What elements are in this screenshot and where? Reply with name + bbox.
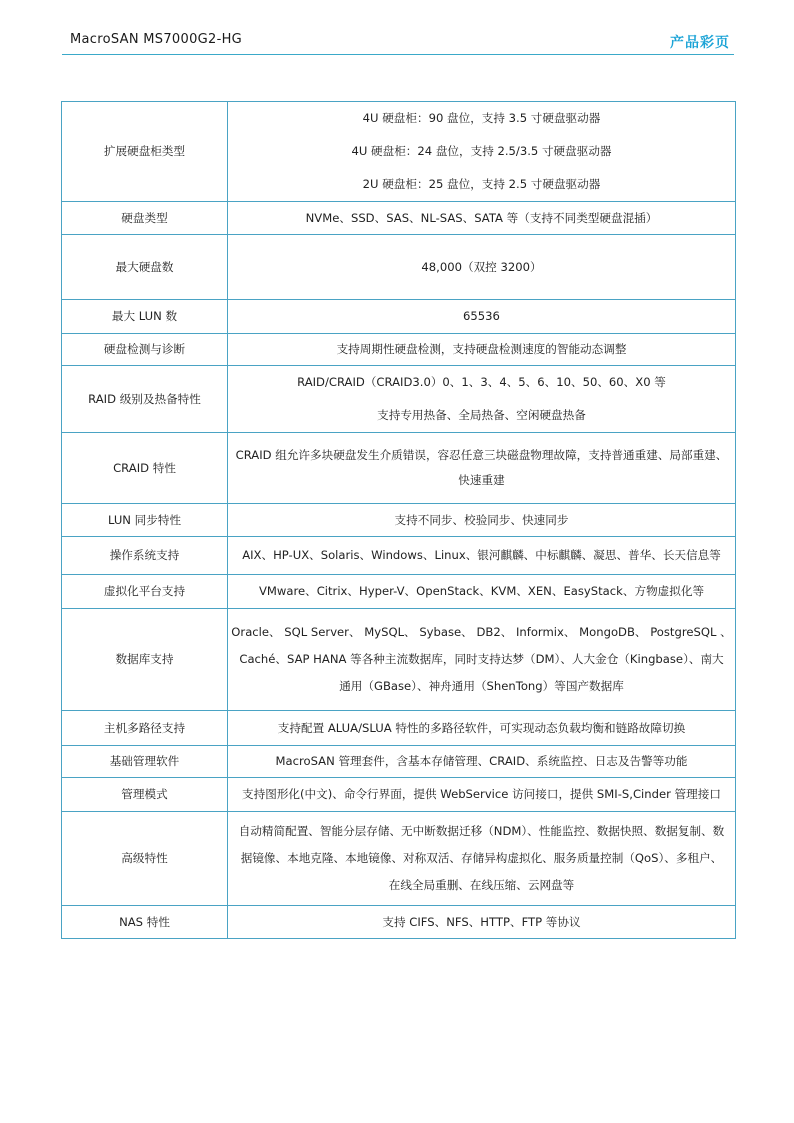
- value-line: 支持 CIFS、NFS、HTTP、FTP 等协议: [382, 914, 581, 929]
- value-line: NVMe、SSD、SAS、NL-SAS、SATA 等（支持不同类型硬盘混插）: [305, 210, 658, 225]
- row-key: 数据库支持: [62, 609, 228, 711]
- row-value: [228, 778, 736, 812]
- header-divider: [62, 54, 734, 55]
- table-row: [62, 906, 736, 939]
- table-row: [62, 334, 736, 366]
- table-row: [62, 746, 736, 778]
- row-key: CRAID 特性: [62, 433, 228, 504]
- row-key: 主机多路径支持: [62, 711, 228, 746]
- table-row: [62, 575, 736, 609]
- value-line: 48,000（双控 3200）: [421, 259, 542, 274]
- row-value: [228, 711, 736, 746]
- table-row: [62, 778, 736, 812]
- value-line: 支持配置 ALUA/SLUA 特性的多路径软件，可实现动态负载均衡和链路故障切换: [277, 720, 686, 735]
- row-value: [228, 609, 736, 711]
- row-value: [228, 334, 736, 366]
- row-value: [228, 102, 736, 202]
- value-line: AIX、HP-UX、Solaris、Windows、Linux、银河麒麟、中标麒麟、凝思、普华、长天信息等: [242, 548, 721, 562]
- value-line: RAID/CRAID（CRAID3.0）0、1、3、4、5、6、10、50、60、X0 等: [297, 375, 666, 389]
- row-value: [228, 300, 736, 334]
- value-line: 快速重建: [458, 473, 505, 487]
- value-line: 2U 硬盘柜：25 盘位，支持 2.5 寸硬盘驱动器: [362, 177, 601, 191]
- row-value: [228, 202, 736, 235]
- row-key: 硬盘检测与诊断: [62, 334, 228, 366]
- table-row: [62, 366, 736, 433]
- row-key: 扩展硬盘柜类型: [62, 102, 228, 202]
- value-line: 支持周期性硬盘检测，支持硬盘检测速度的智能动态调整: [336, 342, 627, 356]
- table-row: [62, 433, 736, 504]
- value-line: VMware、Citrix、Hyper-V、OpenStack、KVM、XEN、EasyStack、方物虚拟化等: [258, 584, 705, 598]
- row-key: 虚拟化平台支持: [62, 575, 228, 609]
- row-value: [228, 537, 736, 575]
- value-line: 支持专用热备、全局热备、空闲硬盘热备: [377, 408, 586, 422]
- row-key: LUN 同步特性: [62, 504, 228, 537]
- value-line: 在线全局重删、在线压缩、云网盘等: [388, 878, 575, 892]
- value-line: 4U 硬盘柜：90 盘位，支持 3.5 寸硬盘驱动器: [362, 111, 601, 125]
- row-value: [228, 906, 736, 939]
- value-line: MacroSAN 管理套件，含基本存储管理、CRAID、系统监控、日志及告警等功能: [275, 754, 688, 768]
- table-row: [62, 235, 736, 300]
- value-line: 支持图形化(中文)、命令行界面，提供 WebService 访问接口，提供 SMI-S,Cinder 管理接口: [242, 787, 721, 801]
- table-row: [62, 609, 736, 711]
- row-key: 管理模式: [62, 778, 228, 812]
- value-line: 据镜像、本地克隆、本地镜像、对称双活、存储异构虚拟化、服务质量控制（QoS）、多租户、: [240, 851, 723, 865]
- row-key: 高级特性: [62, 812, 228, 906]
- row-key: 最大硬盘数: [62, 235, 228, 300]
- row-key: 基础管理软件: [62, 746, 228, 778]
- row-key: 最大 LUN 数: [62, 300, 228, 334]
- table-row: [62, 504, 736, 537]
- table-row: [62, 812, 736, 906]
- table-row: [62, 711, 736, 746]
- section-label: 产品彩页: [670, 35, 730, 51]
- table-row: [62, 537, 736, 575]
- row-key: RAID 级别及热备特性: [62, 366, 228, 433]
- value-line: 自动精简配置、智能分层存储、无中断数据迁移（NDM）、性能监控、数据快照、数据复制、数: [238, 824, 725, 838]
- row-key: 硬盘类型: [62, 202, 228, 235]
- value-line: 通用（GBase）、神舟通用（ShenTong）等国产数据库: [339, 679, 624, 693]
- value-line: Oracle、 SQL Server、 MySQL、 Sybase、 DB2、 Informix、 MongoDB、 PostgreSQL 、: [231, 625, 732, 639]
- row-value: [228, 812, 736, 906]
- page-header: [62, 30, 734, 54]
- row-value: [228, 366, 736, 433]
- table-row: [62, 202, 736, 235]
- row-key: NAS 特性: [62, 906, 228, 939]
- row-value: [228, 433, 736, 504]
- row-value: [228, 746, 736, 778]
- table-row: [62, 300, 736, 334]
- value-line: Caché、SAP HANA 等各种主流数据库，同时支持达梦（DM）、人大金仓（Kingbase）、南大: [239, 652, 724, 666]
- row-value: [228, 575, 736, 609]
- row-value: [228, 504, 736, 537]
- row-value: [228, 235, 736, 300]
- value-line: CRAID 组允许多块硬盘发生介质错误，容忍任意三块磁盘物理故障，支持普通重建、局部重建、: [235, 448, 728, 462]
- product-model: MacroSAN MS7000G2-HG: [70, 32, 243, 47]
- spec-table: [61, 101, 736, 939]
- value-line: 4U 硬盘柜：24 盘位，支持 2.5/3.5 寸硬盘驱动器: [351, 144, 612, 158]
- row-key: 操作系统支持: [62, 537, 228, 575]
- value-line: 支持不同步、校验同步、快速同步: [394, 512, 569, 527]
- value-line: 65536: [463, 309, 500, 323]
- table-row: [62, 102, 736, 202]
